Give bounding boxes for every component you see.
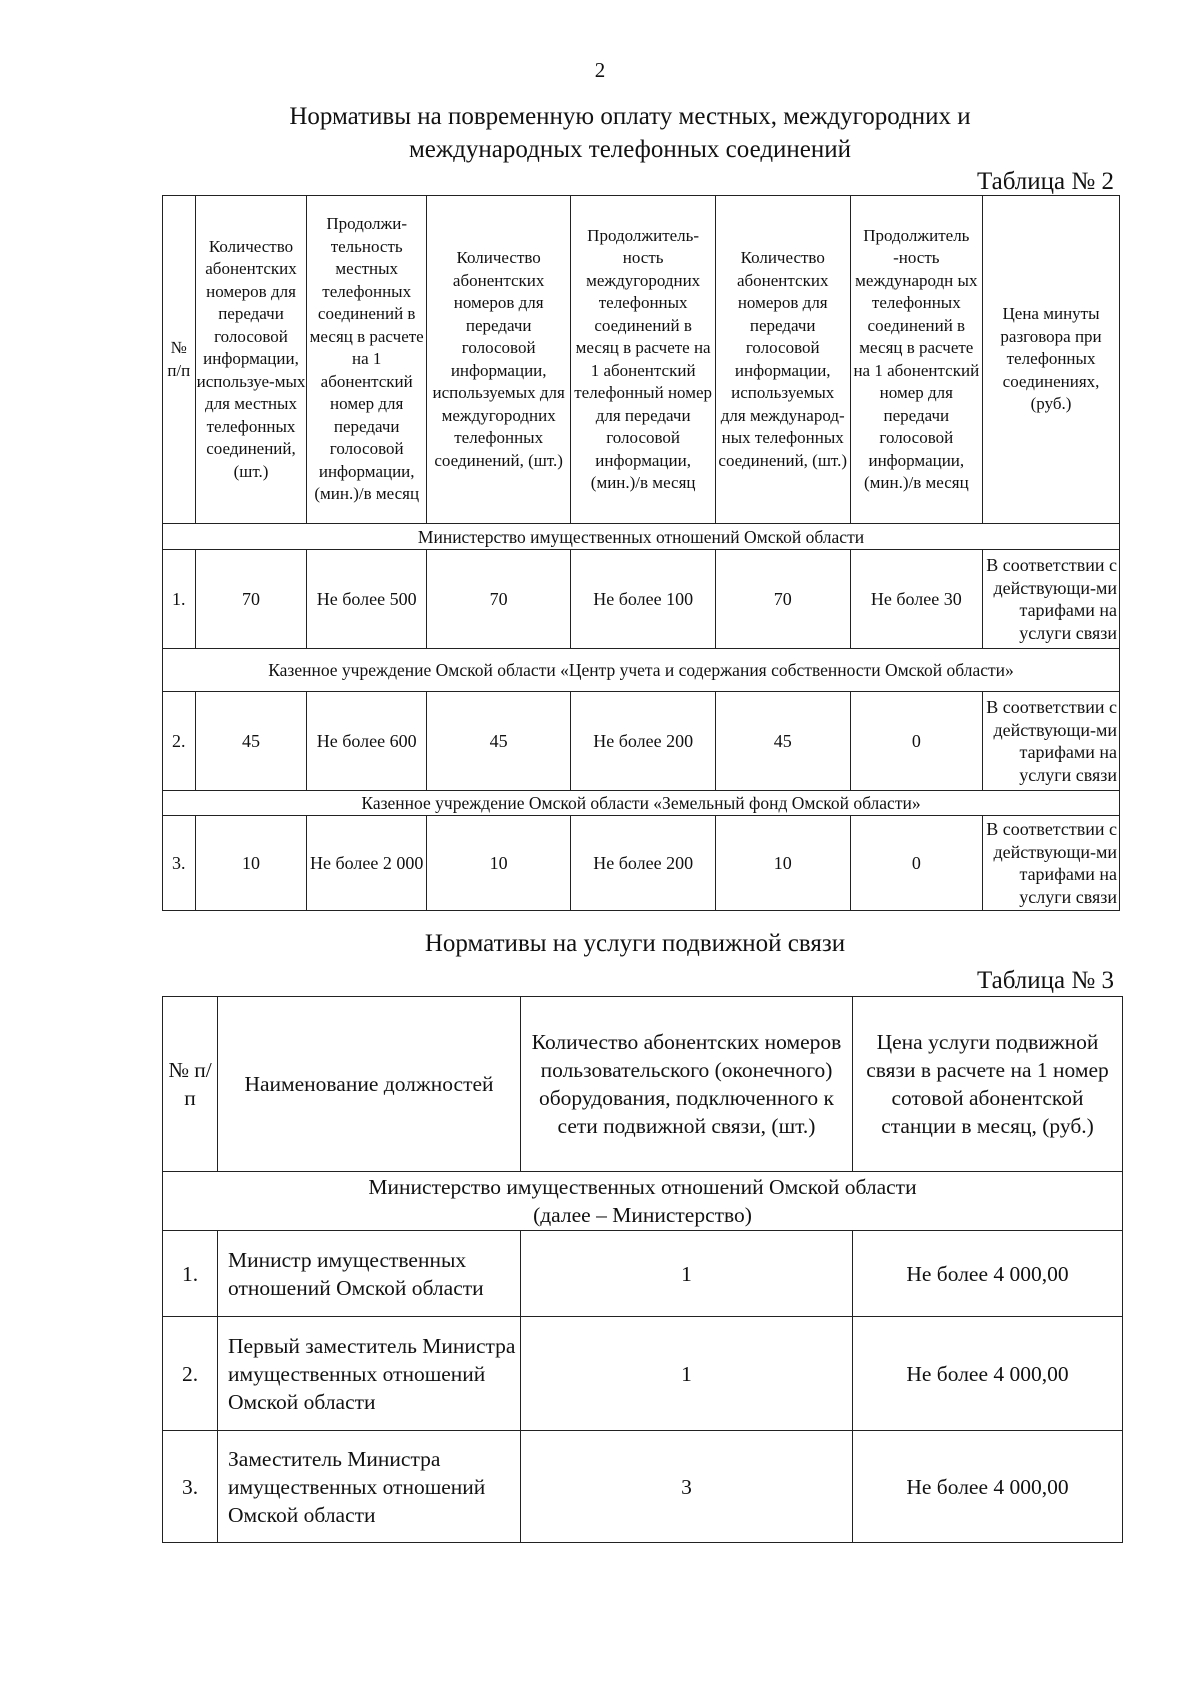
- section-title: Казенное учреждение Омской области «Земельный фонд Омской области»: [163, 791, 1120, 816]
- header-longdistance-count: Количество абонентских номеров для передачи голосовой информации, используемых для междугородних телефонных соединений, (шт.): [426, 196, 570, 524]
- cell: Не более 100: [571, 550, 715, 649]
- cell: Не более 4 000,00: [853, 1431, 1123, 1543]
- cell: Не более 4 000,00: [853, 1231, 1123, 1317]
- header-minute-price: Цена минуты разговора при телефонных соединениях, (руб.): [983, 196, 1120, 524]
- cell: 10: [715, 816, 850, 911]
- cell: Не более 30: [850, 550, 983, 649]
- cell: Не более 200: [571, 816, 715, 911]
- section-title-line1: Министерство имущественных отношений Омской области: [368, 1175, 917, 1199]
- cell: 2.: [163, 1317, 218, 1431]
- table2-telephone-norms: [162, 195, 1120, 911]
- cell: Министр имущественных отношений Омской области: [218, 1231, 521, 1317]
- table3-mobile-norms: [162, 996, 1123, 1543]
- cell: 1.: [163, 550, 196, 649]
- table2-title-line2: международных телефонных соединений: [408, 136, 852, 163]
- cell: 45: [195, 692, 307, 791]
- table-row: [163, 692, 1120, 791]
- cell: 3: [521, 1431, 853, 1543]
- cell: 1: [521, 1317, 853, 1431]
- cell: 0: [850, 692, 983, 791]
- section-title: Казенное учреждение Омской области «Центр учета и содержания собственности Омской области»: [163, 649, 1120, 692]
- cell: 70: [715, 550, 850, 649]
- table-row: [163, 816, 1120, 911]
- header-number: № п/п: [163, 997, 218, 1172]
- section-title: [163, 1172, 1123, 1231]
- cell: 70: [426, 550, 570, 649]
- section-title-line2: (далее – Министерство): [533, 1203, 752, 1227]
- cell: Не более 600: [307, 692, 426, 791]
- cell: Не более 4 000,00: [853, 1317, 1123, 1431]
- table3-title: Нормативы на услуги подвижной связи: [424, 930, 846, 957]
- cell: Первый заместитель Министра имущественных отношений Омской области: [218, 1317, 521, 1431]
- cell: Заместитель Министра имущественных отношений Омской области: [218, 1431, 521, 1543]
- cell: Не более 500: [307, 550, 426, 649]
- cell: 10: [426, 816, 570, 911]
- table2-title-line1: Нормативы на повременную оплату местных, междугородних и: [289, 103, 971, 130]
- cell: 3.: [163, 1431, 218, 1543]
- table2-section-row: [163, 524, 1120, 550]
- cell: 1.: [163, 1231, 218, 1317]
- cell: 3.: [163, 816, 196, 911]
- table3-header-row: [163, 997, 1123, 1172]
- header-local-duration: Продолжи-тельность местных телефонных соединений в месяц в расчете на 1 абонентский номер для передачи голосовой информации, (мин.)/в месяц: [307, 196, 426, 524]
- cell: Не более 200: [571, 692, 715, 791]
- table2-title: [200, 100, 1060, 166]
- cell: В соответствии с действующи-ми тарифами на услуги связи: [983, 692, 1120, 791]
- table2-section-row: [163, 649, 1120, 692]
- table-row: [163, 1317, 1123, 1431]
- page-number: 2: [594, 58, 606, 82]
- cell: Не более 2 000: [307, 816, 426, 911]
- section-title: Министерство имущественных отношений Омской области: [163, 524, 1120, 550]
- header-longdistance-duration: Продолжитель-ность междугородних телефонных соединений в месяц в расчете на 1 абонентский телефонный номер для передачи голосовой информации, (мин.)/в месяц: [571, 196, 715, 524]
- cell: 2.: [163, 692, 196, 791]
- header-international-duration: Продолжитель -ность международн ых телефонных соединений в месяц в расчете на 1 абонентский номер для передачи голосовой информации, (мин.)/в месяц: [850, 196, 983, 524]
- table-row: [163, 1231, 1123, 1317]
- header-international-count: Количество абонентских номеров для передачи голосовой информации, используемых для международ-ных телефонных соединений, (шт.): [715, 196, 850, 524]
- table2-section-row: [163, 791, 1120, 816]
- cell: 45: [426, 692, 570, 791]
- cell: 45: [715, 692, 850, 791]
- cell: 10: [195, 816, 307, 911]
- table-row: [163, 1431, 1123, 1543]
- cell: 70: [195, 550, 307, 649]
- table-row: [163, 550, 1120, 649]
- table3-section-row: [163, 1172, 1123, 1231]
- cell: В соответствии с действующи-ми тарифами на услуги связи: [983, 816, 1120, 911]
- cell: 1: [521, 1231, 853, 1317]
- cell: 0: [850, 816, 983, 911]
- header-service-price: Цена услуги подвижной связи в расчете на 1 номер сотовой абонентской станции в месяц, (руб.): [853, 997, 1123, 1172]
- table2-label: Таблица № 2: [976, 168, 1114, 195]
- header-number: № п/п: [163, 196, 196, 524]
- header-subscriber-count: Количество абонентских номеров пользовательского (оконечного) оборудования, подключенного к сети подвижной связи, (шт.): [521, 997, 853, 1172]
- header-position-name: Наименование должностей: [218, 997, 521, 1172]
- header-local-count: Количество абонентских номеров для передачи голосовой информации, используе-мых для местных телефонных соединений, (шт.): [195, 196, 307, 524]
- table3-label: Таблица № 3: [976, 967, 1114, 994]
- table2-header-row: [163, 196, 1120, 524]
- cell: В соответствии с действующи-ми тарифами на услуги связи: [983, 550, 1120, 649]
